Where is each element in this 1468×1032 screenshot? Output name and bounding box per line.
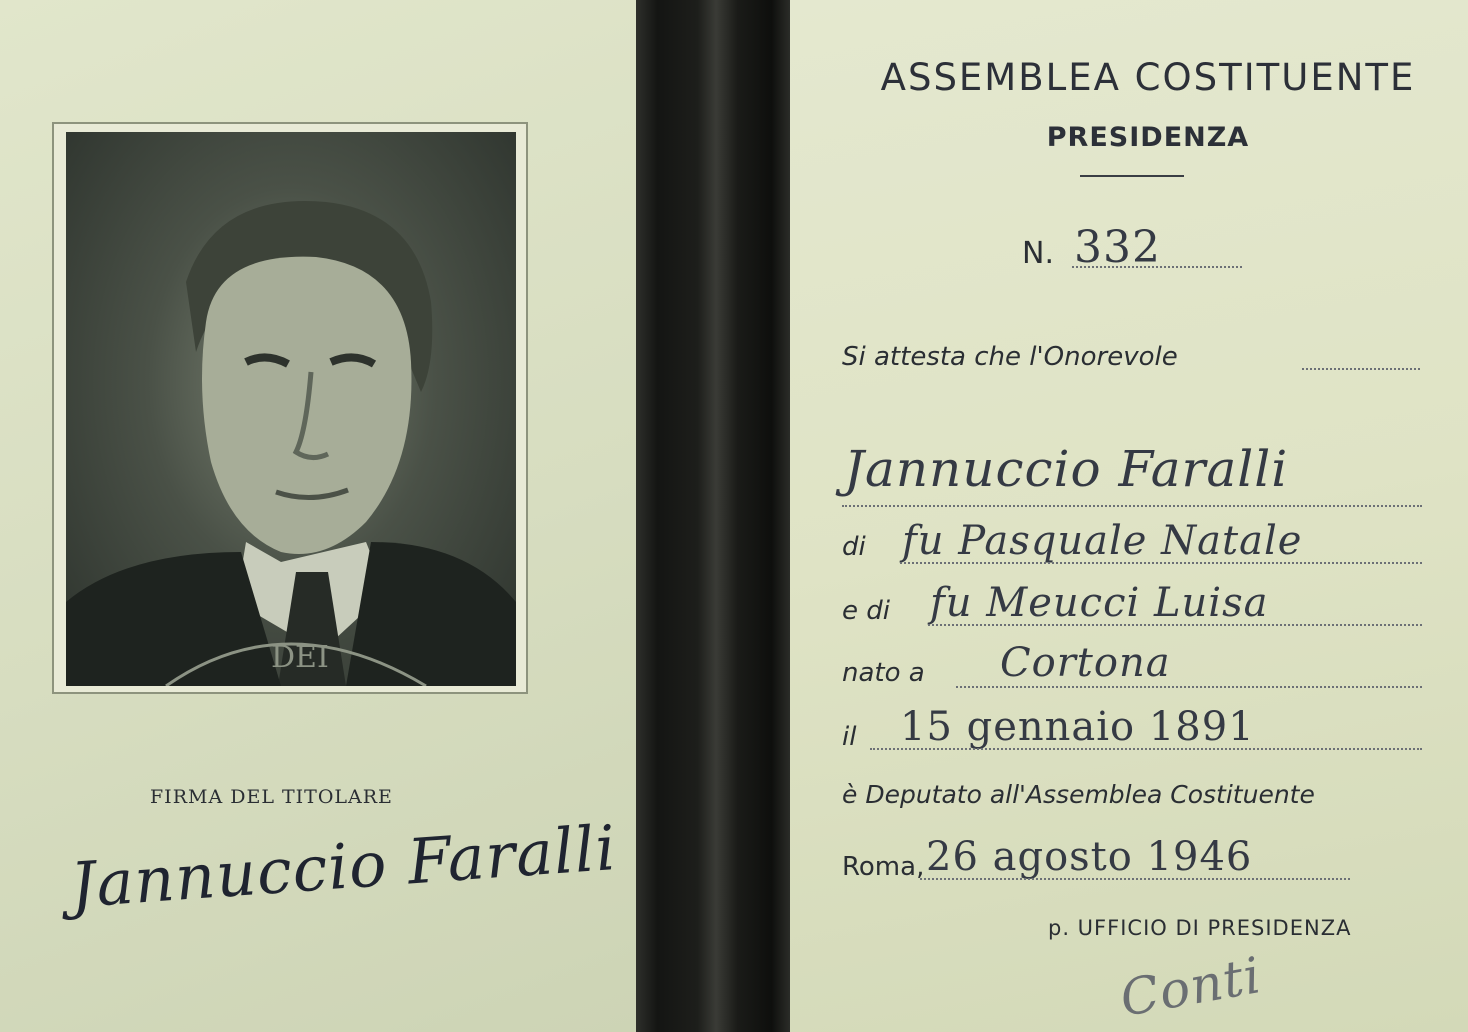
number-prefix: N. [1022,236,1054,271]
portrait-illustration [66,132,516,686]
father-name: fu Pasquale Natale [902,518,1303,564]
document-number: 332 [1074,222,1161,273]
number-dots [1072,266,1242,268]
mother-dots [928,624,1422,626]
name-dots [842,505,1422,507]
attest-text: Si attesta che l'Onorevole [842,342,1178,372]
birthplace-dots [956,686,1422,688]
birthdate-prefix: il [842,722,857,752]
signature-label: FIRMA DEL TITOLARE [150,786,393,808]
birthdate: 15 gennaio 1891 [900,704,1255,750]
right-page [790,0,1468,1032]
role-text: è Deputato all'Assemblea Costituente [842,780,1315,809]
photo-stamp-text: DEI [271,640,329,675]
birthplace: Cortona [1000,640,1171,686]
document-title: ASSEMBLEA COSTITUENTE [880,56,1416,99]
holder-photo [66,132,516,686]
father-prefix: di [842,532,866,562]
photo-frame [52,122,528,694]
mother-name: fu Meucci Luisa [930,580,1269,626]
mother-prefix: e di [842,596,890,626]
deputy-name: Jannuccio Faralli [844,440,1289,498]
holder-signature: Jannuccio Faralli [68,811,619,922]
birthplace-prefix: nato a [842,658,925,688]
birthdate-dots [870,748,1422,750]
document-subtitle: PRESIDENZA [1046,122,1250,153]
booklet-spine [636,0,790,1032]
place-date-prefix: Roma, [842,852,925,882]
header-divider [1080,175,1184,177]
office-text: p. UFFICIO DI PRESIDENZA [1048,916,1352,940]
issue-date: 26 agosto 1946 [926,834,1253,880]
father-dots [900,562,1422,564]
issue-date-dots [920,878,1350,880]
official-signature: Conti [1116,946,1266,1028]
left-page [0,0,640,1032]
attest-dots [1302,368,1420,370]
